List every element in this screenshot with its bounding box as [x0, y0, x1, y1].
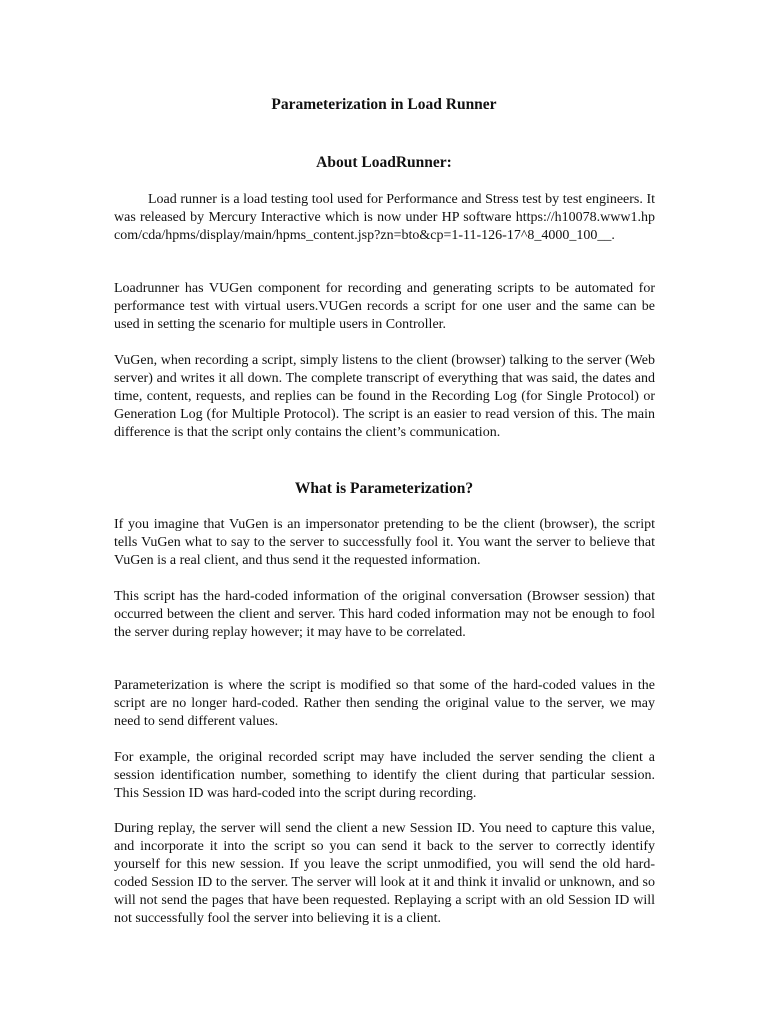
paragraph-session-id-example: For example, the original recorded script may have included the server sending the client a session identification number, something to identify the client during that particular session. This Session ID was hard-coded into the script during recording. [114, 750, 655, 801]
section-heading-about-loadrunner: About LoadRunner: [316, 154, 452, 171]
paragraph-impersonator: If you imagine that VuGen is an impersonator pretending to be the client (browser), the script tells VuGen what to say to the server to successfully fool it. You want the server to believe that VuGen is a real client, and thus send it the requested information. [114, 517, 655, 568]
paragraph-replay-session-id: During replay, the server will send the client a new Session ID. You need to capture this value, and incorporate it into the script so you can send it back to the server to correctly identify yourself for this new session. If you leave the script unmodified, you will send the old hard-coded Session ID to the server. The server will look at it and think it invalid or unknown, and so will not send the pages that have been requested. Replaying a script with an old Session ID will not successfully fool the server into believing it is a client. [114, 821, 655, 926]
section-heading-what-is-parameterization: What is Parameterization? [294, 480, 474, 497]
paragraph-parameterization-definition: Parameterization is where the script is modified so that some of the hard-coded values in the script are no longer hard-coded. Rather then sending the original value to the server, we may need to send different values. [114, 678, 655, 729]
document-title: Parameterization in Load Runner [271, 96, 497, 113]
paragraph-hard-coded-info: This script has the hard-coded information of the original conversation (Browser session) that occurred between the client and server. This hard coded information may not be enough to fool the server during replay however; it may have to be correlated. [114, 589, 655, 640]
paragraph-vugen-recording: VuGen, when recording a script, simply listens to the client (browser) talking to the server (Web server) and writes it all down. The complete transcript of everything that was said, the dates and time, content, requests, and replies can be found in the Recording Log (for Single Protocol) or Generation Log (for Multiple Protocol). The script is an easier to read version of this. The main difference is that the script only contains the client’s communication. [114, 353, 655, 440]
paragraph-vugen-component: Loadrunner has VUGen component for recording and generating scripts to be automated for performance test with virtual users.VUGen records a script for one user and the same can be used in setting the scenario for multiple users in Controller. [114, 281, 655, 332]
paragraph-loadrunner-intro: Load runner is a load testing tool used for Performance and Stress test by test engineers. It was released by Mercury Interactive which is now under HP software https://h10078.www1.hp com/cda/hpms/display/main/hpms_content.jsp?zn=bto&cp=1-11-126-17^8_4000_100__. [114, 192, 655, 243]
